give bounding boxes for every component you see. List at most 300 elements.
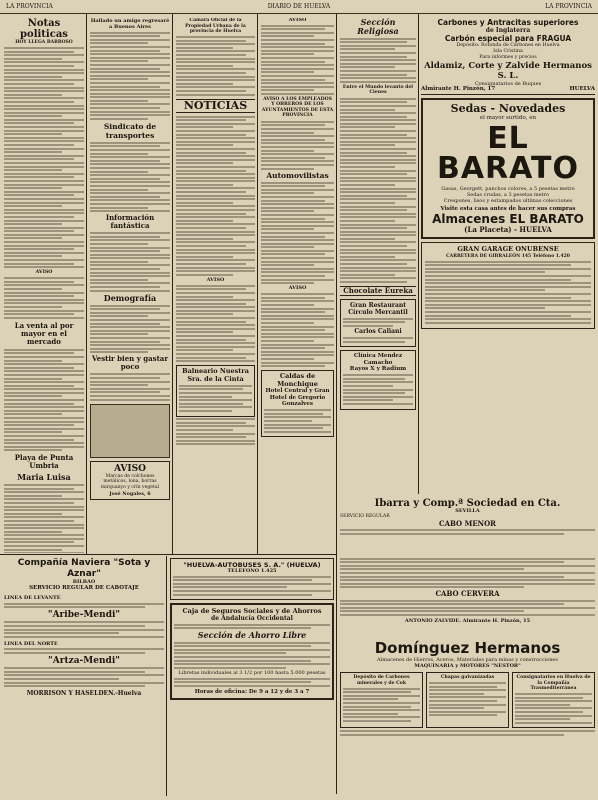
text-line (261, 239, 334, 241)
text-line (4, 241, 84, 243)
text-line (261, 336, 334, 338)
text-line (261, 28, 325, 30)
text-line (261, 322, 314, 324)
ad-naviera-title: Compañía Naviera "Sota y Aznar" (17, 558, 151, 579)
text-line (174, 652, 286, 654)
headline-informacion: Información fantástica (105, 213, 155, 231)
text-line (176, 162, 233, 164)
text-line (90, 239, 170, 241)
text-line (176, 61, 255, 63)
text-line (4, 299, 84, 301)
text-line (90, 250, 160, 252)
text-line (4, 667, 164, 669)
text-line (261, 275, 325, 277)
ad-naviera-levante: LINEA DE LEVANTE (4, 595, 61, 601)
ad-dominguez-carbones: Depósito de Carbones minerales y de Cok (353, 675, 410, 686)
text-line (4, 545, 84, 547)
text-line (261, 362, 334, 364)
text-line (4, 47, 84, 49)
text-line (425, 293, 591, 295)
text-line (261, 196, 334, 198)
text-line (176, 227, 246, 229)
column-4 (261, 18, 334, 553)
text-line (4, 223, 62, 225)
text-line (90, 247, 170, 249)
column-5 (340, 18, 416, 553)
text-line (90, 156, 170, 158)
ad-ibarra-city: SEVILLA (455, 508, 480, 514)
ad-seccion-ahorro: Sección de Ahorro Libre (197, 629, 307, 640)
text-line (340, 558, 595, 560)
text-line (340, 162, 416, 164)
text-line (90, 111, 170, 113)
text-line (340, 252, 416, 254)
text-line (340, 730, 595, 732)
text-line (340, 66, 395, 68)
text-line (340, 130, 416, 132)
text-line (90, 312, 170, 314)
text-line (515, 704, 570, 706)
text-line (4, 194, 74, 196)
text-line (176, 259, 255, 261)
ad-dominguez-box-a (340, 672, 423, 728)
text-line (90, 286, 160, 288)
ad-surtido: el mayor surtido, en (479, 115, 537, 121)
ad-dominguez-consignatarios: Consignatarios en Huelva de la Compañía Trasmediterránea (516, 675, 591, 691)
text-line (176, 159, 255, 161)
text-line (343, 716, 420, 718)
ad-caldas-sub: Hotel Central y Gran Hotel de Gregorio Gonzalves (265, 388, 330, 408)
column-rule (166, 556, 167, 796)
text-line (261, 121, 334, 123)
text-line (176, 324, 255, 326)
text-line (4, 378, 62, 380)
ad-morrison: MORRISON Y HASELDEN.-Huelva (26, 690, 142, 698)
text-line (90, 330, 170, 332)
text-line (343, 399, 393, 401)
text-line (4, 187, 62, 189)
text-line (90, 96, 170, 98)
text-line (4, 227, 84, 229)
text-line (4, 541, 74, 543)
text-line (176, 148, 255, 150)
text-line (515, 722, 592, 724)
text-line (4, 506, 84, 508)
text-line (343, 698, 398, 700)
text-line (176, 86, 255, 88)
ad-dominguez-chapas: Chapas galvanizadas (440, 675, 495, 680)
text-line (343, 318, 413, 320)
text-line (340, 137, 416, 139)
text-line (90, 384, 148, 386)
text-line (4, 209, 84, 211)
text-line (176, 249, 255, 251)
headline-noticias: NOTICIAS (176, 99, 255, 113)
text-line (90, 254, 170, 256)
text-line (176, 90, 246, 92)
text-line (179, 385, 252, 387)
text-line (4, 363, 84, 365)
text-line (90, 282, 170, 284)
text-line (340, 141, 416, 143)
text-line (4, 636, 164, 638)
text-line (90, 181, 170, 183)
text-line (261, 300, 334, 302)
text-line (261, 347, 325, 349)
text-line (425, 275, 591, 277)
ad-artza-mendi: "Artza-Mendi" (48, 655, 120, 666)
text-line (90, 114, 170, 116)
text-line (176, 195, 255, 197)
text-line (340, 70, 416, 72)
ad-garage-address: CARRETERA DE GIBRALEÓN 145 Teléfono 1.420 (446, 253, 570, 259)
text-line (429, 696, 506, 698)
text-line (340, 263, 407, 265)
text-line (340, 112, 416, 114)
text-line (90, 373, 170, 375)
text-line (343, 337, 413, 339)
text-line (261, 57, 334, 59)
text-line (429, 707, 484, 709)
text-line (90, 42, 148, 44)
text-line (264, 413, 323, 415)
text-line (4, 442, 84, 444)
text-line (4, 101, 74, 103)
text-line (4, 263, 74, 265)
headline-buenos-aires: Hallado un amigo regresaré a Buenos Aires (90, 18, 170, 30)
text-line (4, 531, 62, 533)
text-line (176, 213, 246, 215)
text-line (4, 428, 84, 430)
text-line (425, 279, 571, 281)
text-line (90, 142, 170, 144)
ad-cabo-cervera: CABO CERVERA (435, 588, 500, 598)
text-line (90, 264, 170, 266)
text-line (425, 282, 591, 284)
text-line (340, 116, 407, 118)
text-line (4, 399, 84, 401)
text-line (4, 629, 164, 631)
text-line (343, 403, 413, 405)
header-left: LA PROVINCIA (6, 3, 53, 10)
text-line (90, 337, 170, 339)
text-line (90, 160, 160, 162)
text-line (4, 449, 62, 451)
ad-aldamiz-address-row (421, 87, 595, 92)
text-line (90, 64, 170, 66)
ad-placeta: (La Placeta) - HUELVA (464, 225, 552, 234)
text-line (173, 579, 312, 581)
text-line (4, 360, 62, 362)
text-line (343, 695, 420, 697)
text-line (4, 220, 84, 222)
ad-agente: ANTONIO ZALVIDE. Almirante H. Pinzón, 15 (404, 617, 531, 624)
headline-camara-oficial: Cámara Oficial de la Propiedad Urbana de la provincia de Huelva (185, 18, 246, 34)
ad-ibarra-servicio: SERVICIO REGULAR (340, 514, 390, 519)
text-line (425, 300, 591, 302)
aviso-heading: AVISO (288, 18, 307, 23)
text-line (176, 155, 255, 157)
text-line (261, 293, 334, 295)
text-line (4, 248, 74, 250)
text-line (176, 152, 246, 154)
text-line (4, 446, 84, 448)
text-line (4, 484, 84, 486)
ad-chocolate-eureka: Chocolate Eureka (340, 286, 416, 296)
text-line (90, 290, 170, 292)
text-line (4, 169, 62, 171)
text-line (176, 292, 255, 294)
text-line (176, 205, 255, 207)
text-line (176, 342, 255, 344)
text-line (340, 259, 416, 261)
ad-caldas-title: Caldas de Monchique (277, 372, 318, 388)
text-line (176, 79, 255, 81)
text-line (343, 720, 411, 722)
text-line (340, 119, 416, 121)
text-line (340, 734, 564, 736)
ad-naviera-city: BILBAO (72, 579, 96, 585)
text-line (340, 144, 395, 146)
text-line (176, 360, 255, 362)
text-line (340, 166, 395, 168)
text-line (261, 39, 334, 41)
text-line (176, 141, 255, 143)
text-line (4, 83, 74, 85)
ad-naviera-norte: LINEA DEL NORTE (4, 640, 58, 647)
column-1 (4, 18, 84, 553)
text-line (176, 263, 246, 265)
text-line (4, 144, 74, 146)
text-line (176, 177, 255, 179)
text-line (176, 202, 233, 204)
text-line (515, 693, 592, 695)
text-line (425, 261, 591, 263)
text-line (90, 333, 148, 335)
text-line (174, 656, 330, 658)
text-line (4, 502, 74, 504)
right-advertisements (421, 18, 595, 493)
text-line (4, 439, 74, 441)
text-line (261, 86, 334, 88)
text-line (90, 232, 170, 234)
text-line (176, 303, 246, 305)
text-line (176, 256, 233, 258)
text-line (4, 205, 62, 207)
text-line (176, 429, 233, 431)
text-line (4, 105, 84, 107)
text-line (4, 395, 62, 397)
text-line (4, 115, 62, 117)
text-line (340, 77, 416, 79)
text-line (4, 90, 84, 92)
text-line (4, 54, 84, 56)
text-line (429, 693, 484, 695)
text-line (343, 325, 393, 327)
ad-gran-restaurant (340, 299, 416, 347)
text-line (261, 282, 314, 284)
text-line (176, 65, 233, 67)
text-line (340, 245, 407, 247)
text-line (340, 170, 416, 172)
text-line (174, 649, 330, 651)
headline-entre-el-mundo: Entre el Mundo levanto del Cienes (342, 84, 414, 96)
text-line (340, 561, 564, 563)
text-line (90, 323, 160, 325)
text-line (515, 697, 583, 699)
text-line (261, 344, 334, 346)
text-line (4, 685, 145, 687)
text-line (179, 406, 252, 408)
text-line (90, 153, 148, 155)
text-line (4, 130, 84, 132)
ad-visite: Visite esta casa antes de hacer sus compras (440, 206, 576, 212)
text-line (4, 302, 84, 304)
advertisement-illustration (90, 404, 170, 458)
text-line (176, 83, 233, 85)
ad-restaurant-title: Gran Restaurant Círculo Mercantil (348, 302, 408, 316)
text-line (429, 711, 506, 713)
text-line (4, 292, 84, 294)
text-line (425, 289, 545, 291)
ad-carbones-sub: de Inglaterra (485, 27, 531, 34)
text-line (176, 288, 246, 290)
text-line (261, 132, 314, 134)
text-line (340, 583, 595, 585)
text-line (176, 58, 255, 60)
headline-notas-politicas: Notas politicas (20, 18, 68, 40)
text-line (261, 203, 334, 205)
text-line (340, 177, 416, 179)
text-line (4, 431, 62, 433)
text-line (4, 356, 84, 358)
text-line (90, 163, 170, 165)
text-line (425, 286, 591, 288)
text-line (90, 381, 170, 383)
ad-gran-garage (421, 242, 595, 329)
text-line (261, 354, 334, 356)
text-line (90, 53, 170, 55)
text-line (340, 191, 416, 193)
text-line (176, 328, 255, 330)
text-line (90, 391, 160, 393)
text-line (4, 381, 84, 383)
text-line (176, 134, 246, 136)
ad-aldamiz-address: Almirante H. Pinzón, 17 (421, 86, 496, 92)
text-line (4, 51, 74, 53)
column-2 (90, 18, 170, 553)
text-line (179, 392, 252, 394)
text-line (340, 249, 416, 251)
text-line (515, 707, 592, 709)
text-line (261, 32, 334, 34)
text-line (176, 137, 255, 139)
text-line (4, 166, 84, 168)
text-line (173, 590, 331, 592)
text-line (340, 98, 416, 100)
ad-carbon-fragua: Carbón especial para FRAGUA (444, 34, 572, 43)
text-line (425, 315, 571, 317)
text-line (261, 304, 314, 306)
text-line (4, 140, 84, 142)
text-line (4, 520, 74, 522)
text-line (343, 389, 413, 391)
text-line (261, 128, 334, 130)
text-line (425, 307, 545, 309)
text-line (264, 409, 331, 411)
text-line (4, 176, 74, 178)
ad-ibarra (340, 498, 595, 554)
masthead-strip (0, 0, 598, 14)
ad-dominguez-boxes (340, 672, 595, 728)
text-line (4, 403, 74, 405)
text-line (176, 94, 255, 96)
ad-balneario (176, 365, 255, 416)
text-line (343, 385, 393, 387)
ad-clinica-title: Clínica Mendez Camacho (353, 353, 403, 366)
text-line (340, 101, 407, 103)
text-line (4, 527, 84, 529)
text-line (90, 171, 148, 173)
text-line (176, 198, 255, 200)
ad-garage-title: GRAN GARAGE ONUBENSE (457, 245, 559, 253)
text-line (4, 509, 84, 511)
text-line (261, 261, 334, 263)
text-line (176, 331, 233, 333)
text-line (261, 46, 334, 48)
ad-autobuses-tel: TELEFONO 1.425 (227, 568, 277, 574)
ad-balneario-title: Balneario Nuestra Sra. de la Cinta (182, 367, 249, 383)
text-line (261, 142, 334, 144)
text-line (261, 82, 334, 84)
text-line (261, 53, 314, 55)
text-line (261, 68, 334, 70)
text-line (176, 234, 255, 236)
text-line (261, 257, 334, 259)
text-line (4, 212, 84, 214)
text-line (4, 410, 84, 412)
text-line (340, 227, 407, 229)
text-line (261, 153, 334, 155)
text-line (176, 68, 255, 70)
ad-caja-title: Caja de Seguros Sociales y de Ahorros (182, 607, 322, 616)
text-line (4, 122, 74, 124)
text-line (176, 241, 255, 243)
text-line (4, 385, 74, 387)
text-line (340, 105, 416, 107)
text-line (4, 255, 62, 257)
text-line (261, 182, 334, 184)
text-line (261, 135, 334, 137)
ad-clinica-sub: Rayos X y Radium (349, 366, 407, 373)
ad-aldamiz: Aldamiz, Corte y Zalvide Hermanos S. L. (424, 61, 592, 81)
ad-autobuses (170, 558, 334, 600)
text-line (176, 170, 246, 172)
text-line (176, 418, 255, 420)
text-line (4, 119, 84, 121)
text-line (90, 344, 170, 346)
text-line (174, 627, 311, 629)
text-line (340, 614, 595, 616)
text-line (4, 97, 84, 99)
text-line (340, 565, 595, 567)
text-line (174, 663, 330, 665)
ad-carbones-deposito: Depósito: Rotonda de Carbones en Huelva (456, 43, 560, 48)
text-line (340, 607, 595, 609)
text-line (264, 427, 323, 429)
headline-seccion-religiosa: Sección Religiosa (357, 18, 399, 36)
text-line (261, 139, 325, 141)
